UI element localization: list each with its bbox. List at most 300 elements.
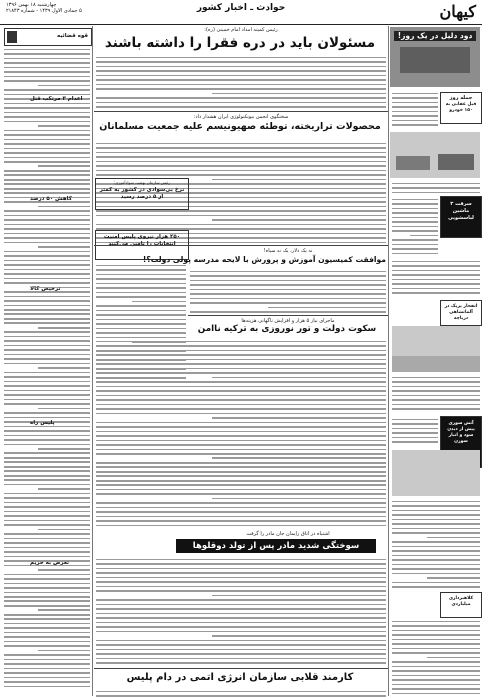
text-line [392, 559, 480, 561]
text-line [4, 502, 90, 504]
text-line [96, 613, 386, 615]
text-line [96, 354, 386, 356]
text-line [96, 319, 186, 321]
text-line [4, 67, 90, 69]
text-line [4, 273, 90, 275]
text-line [4, 493, 90, 495]
text-line [96, 341, 386, 343]
text-line [392, 675, 480, 677]
headline-5-banner [176, 539, 376, 553]
text-line [96, 147, 386, 149]
text-line [96, 640, 386, 642]
text-line [96, 572, 386, 574]
car-shape [438, 154, 474, 170]
issue-number: ۵ جمادی الاول ۱۴۳۹ - شماره ۲۱۸۴۳ [6, 8, 82, 14]
text-line [392, 106, 438, 108]
right-text [392, 374, 480, 414]
text-line [4, 385, 90, 387]
text-line [212, 498, 386, 500]
text-line [4, 215, 90, 217]
text-line [392, 395, 480, 397]
text-line [96, 350, 386, 352]
text-line [4, 49, 90, 51]
text-line [96, 622, 386, 624]
text-line [96, 577, 386, 579]
article-4-text [96, 338, 386, 530]
text-line [392, 217, 438, 219]
kicker-4: ماجرای نیاز ۵ هزار و افزایش ناگهانی هزینه‌ها [241, 318, 335, 324]
lake-photo [392, 326, 480, 372]
text-line [4, 452, 90, 454]
text-line [96, 440, 386, 442]
text-line [96, 422, 386, 424]
text-line [4, 318, 90, 320]
text-line [4, 556, 90, 558]
text-line [392, 528, 480, 530]
text-line [392, 390, 480, 392]
text-line [392, 541, 480, 543]
text-line [96, 626, 386, 628]
text-line [96, 475, 386, 477]
text-line [392, 568, 480, 570]
left-subhead: تعرض به حریم [30, 560, 69, 566]
box-1 [440, 92, 482, 124]
right-text [392, 180, 480, 194]
text-line [96, 314, 186, 316]
text-line [392, 432, 438, 434]
text-line [4, 547, 90, 549]
text-line [96, 170, 386, 172]
text-line [96, 691, 386, 693]
text-line [4, 538, 90, 540]
text-line [4, 636, 90, 638]
text-line [4, 475, 90, 477]
text-line [96, 559, 386, 561]
text-line [4, 376, 90, 378]
text-line [392, 279, 480, 281]
left-subhead: اعدام ۳ مرتکب قتل [30, 96, 83, 102]
text-line [96, 453, 386, 455]
text-line [4, 331, 90, 333]
text-line [392, 679, 480, 681]
divider [188, 315, 388, 316]
article-3-text [190, 268, 386, 314]
text-line [96, 568, 386, 570]
text-line [96, 143, 386, 145]
text-line [4, 435, 90, 437]
text-line [4, 461, 90, 463]
box-5 [440, 592, 482, 618]
box-4-label: آتش سوزی پیش از دیدن سود و انبار سوزن [447, 421, 475, 444]
text-line [190, 298, 386, 300]
text-line [4, 139, 90, 141]
text-line [4, 121, 90, 123]
text-line [392, 519, 480, 521]
text-line [4, 336, 90, 338]
text-line [96, 581, 386, 583]
text-line [4, 605, 90, 607]
text-line [96, 310, 186, 312]
text-line [392, 423, 438, 425]
text-line [4, 542, 90, 544]
text-line [96, 644, 386, 646]
text-line [392, 670, 480, 672]
text-line [4, 399, 90, 401]
article-1-text [96, 54, 386, 110]
article-5-text [96, 556, 386, 666]
text-line [4, 641, 90, 643]
text-line [4, 107, 90, 109]
text-line [4, 80, 90, 82]
text-line [4, 242, 90, 244]
text-line [392, 203, 438, 205]
text-line [4, 457, 90, 459]
text-line [4, 157, 90, 159]
text-line [4, 112, 90, 114]
text-line [212, 457, 386, 459]
text-line [4, 278, 90, 280]
text-line [212, 595, 386, 597]
text-line [392, 261, 480, 263]
text-line [392, 505, 480, 507]
text-line [96, 435, 386, 437]
text-line [96, 395, 386, 397]
judiciary-box [4, 28, 92, 46]
text-line [392, 97, 438, 99]
text-line [392, 377, 480, 379]
text-line [190, 275, 386, 277]
text-line [4, 174, 90, 176]
left-subhead: پلیس راه [30, 420, 55, 426]
text-line [96, 516, 386, 518]
text-line [392, 437, 438, 439]
text-line [96, 57, 386, 59]
text-line [392, 634, 480, 636]
text-line [212, 635, 386, 637]
text-line [96, 292, 186, 294]
text-line [4, 255, 90, 257]
text-line [96, 604, 386, 606]
text-line [4, 233, 90, 235]
divider [94, 245, 388, 246]
text-line [392, 419, 438, 421]
text-line [4, 264, 90, 266]
text-line [96, 390, 386, 392]
photo-detail [400, 47, 470, 73]
text-line [4, 533, 90, 535]
text-line [96, 649, 386, 651]
text-line [392, 274, 480, 276]
text-line [4, 192, 90, 194]
text-line [392, 408, 480, 410]
text-line [96, 502, 386, 504]
text-line [392, 693, 480, 695]
car-shape [396, 156, 430, 170]
headline-3: موافقت کمیسیون آموزش و پرورش با لایحه مدرسه پولی دولت؟! [142, 255, 386, 264]
text-line [4, 300, 90, 302]
left-column-text [4, 46, 90, 691]
text-line [4, 600, 90, 602]
text-line [38, 650, 90, 652]
text-line [96, 75, 386, 77]
text-line [4, 596, 90, 598]
text-line [38, 367, 90, 369]
text-line [96, 695, 386, 697]
text-line [4, 62, 90, 64]
kicker-2: سخنگوی انجمن بیوتکنولوژی ایران هشدار داد: [193, 114, 289, 120]
text-line [392, 386, 480, 388]
headline-2: محصولات تراریخته، توطئه صهیونیسم علیه جمعیت مسلمانان [99, 121, 381, 132]
text-line [4, 237, 90, 239]
text-line [190, 302, 386, 304]
text-line [4, 506, 90, 508]
text-line [4, 349, 90, 351]
text-line [96, 363, 386, 365]
text-line [4, 89, 90, 91]
text-line [96, 399, 386, 401]
text-line [96, 328, 186, 330]
text-line [4, 183, 90, 185]
column-rule [388, 26, 389, 696]
text-line [4, 76, 90, 78]
text-line [4, 53, 90, 55]
text-line [4, 340, 90, 342]
text-line [4, 134, 90, 136]
text-line [4, 354, 90, 356]
text-line [392, 582, 480, 584]
text-line [392, 501, 480, 503]
side-head-1: نرخ بی‌سوادی در کشور به کمتر از ۵ درصد رسید [99, 187, 185, 200]
text-line [4, 296, 90, 298]
box-2-label: سرقت ۳ ماشین لباسشویی [448, 201, 474, 221]
article-6-text [96, 688, 386, 698]
judiciary-icon [7, 31, 17, 43]
text-line [268, 307, 386, 309]
text-line [4, 551, 90, 553]
text-line [190, 293, 386, 295]
text-line [4, 224, 90, 226]
text-line [96, 305, 186, 307]
text-line [4, 444, 90, 446]
text-line [38, 85, 90, 87]
text-line [4, 645, 90, 647]
text-line [4, 686, 90, 688]
text-line [38, 165, 90, 167]
text-line [4, 251, 90, 253]
text-line [96, 444, 386, 446]
text-line [4, 632, 90, 634]
text-line [392, 441, 438, 443]
text-line [392, 221, 438, 223]
banner-title: دود دلیل در یک روز! [394, 31, 476, 41]
text-line [4, 668, 90, 670]
text-line [4, 663, 90, 665]
text-line [392, 212, 438, 214]
text-line [96, 484, 386, 486]
text-line [4, 116, 90, 118]
text-line [38, 488, 90, 490]
side-head-2: ۲۵۰ هزار نیروی پلیس امنیت انتخابات را تامین می‌کنند [103, 234, 181, 247]
text-line [392, 208, 438, 210]
text-line [96, 520, 386, 522]
text-line [392, 532, 480, 534]
text-line [392, 270, 480, 272]
text-line [96, 269, 186, 271]
text-line [427, 537, 480, 539]
text-line [392, 555, 480, 557]
text-line [96, 662, 386, 664]
text-line [392, 187, 480, 189]
text-line [96, 653, 386, 655]
text-line [4, 363, 90, 365]
text-line [96, 381, 386, 383]
text-line [96, 372, 386, 374]
text-line [392, 226, 438, 228]
left-subhead: ترخیص کالا [30, 286, 61, 292]
box-3 [440, 300, 482, 326]
headline-5: سوختگی شدید مادر پس از تولد دوقلوها [192, 541, 360, 551]
section-title: حوادث ـ اخبار کشور [196, 3, 286, 13]
text-line [96, 84, 386, 86]
text-line [38, 125, 90, 127]
text-line [392, 652, 480, 654]
text-line [4, 417, 90, 419]
text-line [4, 103, 90, 105]
text-line [392, 244, 438, 246]
text-line [96, 599, 386, 601]
text-line [4, 511, 90, 513]
text-line [4, 515, 90, 517]
text-line [132, 301, 186, 303]
text-line [392, 550, 480, 552]
text-line [38, 609, 90, 611]
text-line [4, 654, 90, 656]
text-line [392, 586, 480, 588]
text-line [96, 462, 386, 464]
text-line [4, 623, 90, 625]
text-line [212, 377, 386, 379]
text-line [4, 381, 90, 383]
text-line [212, 93, 386, 95]
right-text [392, 498, 480, 588]
text-line [96, 88, 386, 90]
text-line [4, 282, 90, 284]
text-line [4, 394, 90, 396]
text-line [392, 639, 480, 641]
text-line [4, 578, 90, 580]
text-line [96, 274, 186, 276]
text-line [96, 283, 186, 285]
text-line [4, 412, 90, 414]
text-line [392, 111, 438, 113]
text-line [38, 529, 90, 531]
text-line [190, 271, 386, 273]
text-line [96, 404, 386, 406]
text-line [4, 672, 90, 674]
text-line [38, 246, 90, 248]
text-line [96, 617, 386, 619]
text-line [4, 305, 90, 307]
text-line [392, 510, 480, 512]
text-line [38, 569, 90, 571]
text-line [96, 408, 386, 410]
text-line [96, 278, 186, 280]
text-line [392, 265, 480, 267]
text-line [96, 79, 386, 81]
column-rule [92, 26, 93, 696]
text-line [392, 625, 480, 627]
text-line [392, 230, 438, 232]
text-line [4, 228, 90, 230]
text-line [4, 58, 90, 60]
text-line [392, 630, 480, 632]
text-line [4, 269, 90, 271]
text-line [96, 265, 186, 267]
text-line [4, 439, 90, 441]
right-text [392, 196, 438, 256]
text-line [392, 546, 480, 548]
kicker-5: اشتباه در اتاق زایمان جان مادر را گرفت [246, 531, 330, 537]
issue-date: چهارشنبه ۱۸ بهمن ۱۳۹۶ [6, 2, 57, 8]
right-text [392, 90, 438, 130]
text-line [392, 239, 438, 241]
text-line [96, 70, 386, 72]
box-2 [440, 196, 482, 238]
text-line [96, 563, 386, 565]
text-line [212, 417, 386, 419]
text-line [96, 332, 186, 334]
text-line [4, 143, 90, 145]
text-line [392, 684, 480, 686]
text-line [4, 210, 90, 212]
text-line [427, 577, 480, 579]
text-line [96, 165, 386, 167]
text-line [392, 288, 480, 290]
text-line [4, 403, 90, 405]
text-line [190, 289, 386, 291]
headline-1: مسئولان باید در دره فقرا را داشته باشند [104, 35, 376, 51]
text-line [4, 484, 90, 486]
text-line [96, 359, 386, 361]
text-line [38, 448, 90, 450]
text-line [96, 511, 386, 513]
text-line [96, 97, 386, 99]
text-line [4, 479, 90, 481]
text-line [96, 215, 386, 217]
text-line [392, 688, 480, 690]
text-line [96, 586, 386, 588]
text-line [392, 102, 438, 104]
text-line [392, 120, 438, 122]
text-line [4, 627, 90, 629]
text-line [96, 608, 386, 610]
text-line [392, 428, 438, 430]
text-line [4, 161, 90, 163]
text-line [4, 390, 90, 392]
text-line [96, 296, 186, 298]
text-line [392, 199, 438, 201]
issue-info [6, 2, 82, 14]
text-line [4, 313, 90, 315]
text-line [96, 507, 386, 509]
text-line [96, 106, 386, 108]
judiciary-title: قوه قضائیه [57, 33, 88, 39]
text-line [4, 148, 90, 150]
text-line [212, 179, 386, 181]
box-1-head: قبل عقابی به ۱۵۰ خودرو [445, 102, 477, 113]
text-line [96, 174, 386, 176]
right-text [392, 618, 480, 696]
